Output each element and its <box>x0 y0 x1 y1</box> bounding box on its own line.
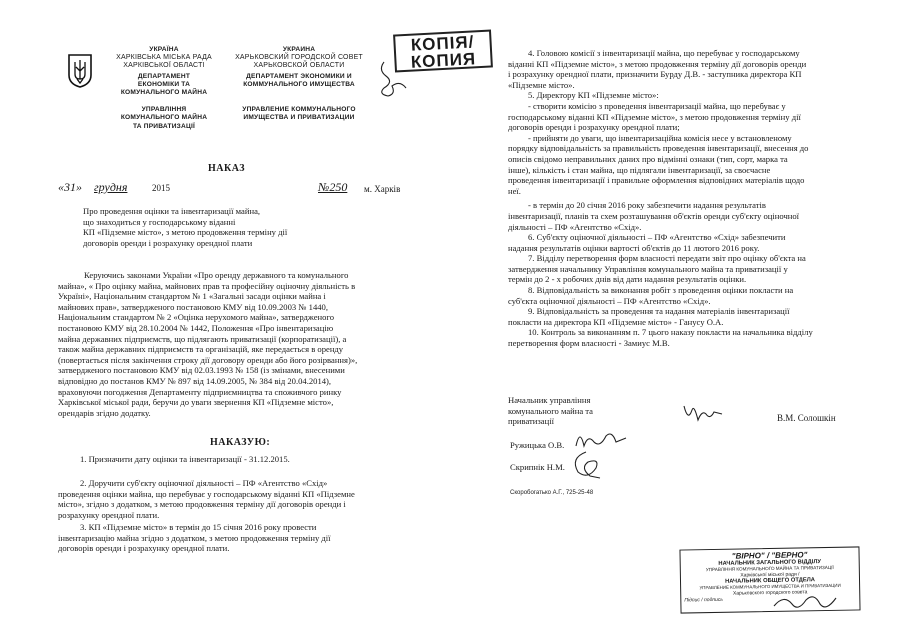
right-line: описів свідомо неправильних даних про відмінні ознаки (тип, сорт, марка та <box>508 153 788 164</box>
header-left-country: УКРАЇНА <box>149 46 179 53</box>
stamp-line: УПРАВЛЕНИЕ КОММУНАЛЬНОГО ИМУЩЕСТВА И ПРИВАТИЗАЦИИ <box>699 583 841 591</box>
preamble-line: майнових прав», затвердженого постановою КМУ від 10.09.2003 № 1440, <box>58 301 328 312</box>
right-line: 6. Суб'єкту оціночної діяльності – ПФ «Агентство «Схід» забезпечити <box>528 232 786 243</box>
right-line: суб'єкта оціночної діяльності – ПФ «Агентство «Схід». <box>508 295 711 306</box>
right-line: порядку відповідальність за правильність проведення інвентаризації, внесення до <box>508 143 809 154</box>
right-line: 8. Відповідальність за виконання робіт з проведення оцінки покласти на <box>528 285 794 296</box>
preamble-line: враховуючи погодження Департаменту підприємництва та споживчого ринку <box>58 386 342 397</box>
order-subject <box>83 206 303 248</box>
approver-1: Ружицька О.В. <box>510 440 565 450</box>
preamble-line: Керуючись законами України «Про оренду державного та комунального <box>84 270 349 280</box>
subject-line: що знаходиться у господарському віданні <box>83 216 236 227</box>
approver-2: Скрипнік Н.М. <box>510 462 565 472</box>
preamble-line: Національним стандартом № 2 «Оцінка нерухомого майна», затвердженого <box>58 312 335 323</box>
header-left-directorate-2: КОМУНАЛЬНОГО МАЙНА <box>120 114 208 122</box>
header-right <box>226 46 372 122</box>
subject-line: Про проведення оцінки та інвентаризації майна, <box>83 206 261 216</box>
header-left <box>96 46 232 131</box>
item-2-line: розрахунку орендної плати. <box>58 509 160 520</box>
header-right-country: УКРАИНА <box>282 46 316 53</box>
signer-position-line: Начальник управління <box>508 395 591 405</box>
header-right-department-1: ДЕПАРТАМЕНТ ЭКОНОМИКИ И <box>246 72 352 80</box>
header-left-department-3: КОМУНАЛЬНОГО МАЙНА <box>120 89 208 97</box>
right-line: проведення інвентаризації і правильне оформлення відповідних матеріалів щодо <box>508 175 805 186</box>
item-2-line: проведення оцінки майна, що перебуває у господарському віданні КП «Підземне <box>58 488 355 499</box>
preamble-line: майна державних підприємств, що підлягають приватизації (корпоратизації), а <box>58 333 347 344</box>
preamble-line: майна», « Про оцінку майна, майнових прав та професійну оціночну діяльність в <box>58 280 356 291</box>
coat-of-arms-icon <box>66 53 94 89</box>
stamp-line: НАЧАЛЬНИК ЗАГАЛЬНОГО ВІДДІЛУ <box>718 559 822 567</box>
header-left-department-2: ЕКОНОМІКИ ТА <box>137 80 191 88</box>
item-2-line: 2. Доручити суб'єкту оціночної діяльності – ПФ «Агентство «Схід» <box>80 478 328 488</box>
order-title: НАКАЗ <box>208 163 246 174</box>
item-2-line: місто», згідно з додатком, з метою продовження терміну дії договорів оренди і <box>58 499 346 510</box>
header-left-directorate-3: ТА ПРИВАТИЗАЦІЇ <box>132 122 196 130</box>
stamp-line: НАЧАЛЬНИК ОБЩЕГО ОТДЕЛА <box>725 577 816 585</box>
header-left-council-1: ХАРКІВСЬКА МІСЬКА РАДА <box>116 54 212 62</box>
order-date-year: 2015 <box>152 183 170 193</box>
copy-stamp-line-1: КОПІЯ/ <box>410 32 475 55</box>
subject-line: КП «Підземне місто», з метою продовження терміну дії <box>83 227 288 238</box>
header-right-council-2: ХАРЬКОВСКОЙ ОБЛАСТИ <box>253 62 345 70</box>
item-3-line: договорів оренди і розрахунку орендної плати. <box>58 543 230 554</box>
stamp-footer: Підпис / подпись <box>684 596 724 604</box>
preamble-line: орендарів згідно додатку. <box>58 407 151 418</box>
header-right-directorate-1: УПРАВЛЕНИЕ КОММУНАЛЬНОГО <box>242 106 356 114</box>
right-line: і розрахунку орендної плати, призначити Бурду Д.В. - заступника директора КП <box>508 69 802 80</box>
right-line: покласти на директора КП «Підземне місто» - Ганусу О.А. <box>508 316 724 327</box>
right-line: інвентаризації, планів та схем розташування об'єктів оренди суб'єкту оціночної <box>508 210 800 221</box>
right-line: «Підземне місто». <box>508 79 575 90</box>
right-line: господарському віданні КП «Підземне місто», з метою продовження терміну дії <box>508 111 801 122</box>
copy-stamp-line-2: КОПИЯ <box>410 49 477 72</box>
order-date-day: «31» <box>58 180 82 194</box>
right-line: - в термін до 20 січня 2016 року забезпечити надання результатів <box>528 200 766 211</box>
signer-position-line: комунального майна та <box>508 405 593 416</box>
stamp-line: Харьковского городского совета <box>732 589 808 597</box>
signer-position-line: приватизації <box>508 416 554 427</box>
header-left-directorate-1: УПРАВЛІННЯ <box>141 106 187 114</box>
subject-line: договорів оренди і розрахунку орендної плати <box>83 237 253 248</box>
right-line: 9. Відповідальність за проведення та надання матеріалів інвентаризації <box>528 306 790 317</box>
header-left-council-2: ХАРКІВСЬКОЇ ОБЛАСТІ <box>123 62 205 70</box>
copy-stamp-scribble <box>376 58 412 100</box>
preamble-line: Україні», Національним стандартом № 1 «Загальні засади оцінки майна і <box>58 291 326 302</box>
right-line: 10. Контроль за виконанням п. 7 цього наказу покласти на начальника відділу <box>528 327 813 338</box>
right-line: - створити комісію з проведення інвентаризації майна, що перебуває у <box>528 100 786 111</box>
item-3-line: 3. КП «Підземне місто» в термін до 15 січня 2016 року провести <box>80 522 317 532</box>
order-item-2 <box>58 478 416 520</box>
right-line: діяльності – ПФ «Агентство «Схід». <box>508 221 642 232</box>
right-line: надання результатів оцінки вартості об'єктів до 11 лютого 2016 року. <box>508 242 760 253</box>
order-item-3 <box>58 522 416 554</box>
header-right-directorate-2: ИМУЩЕСТВА И ПРИВАТИЗАЦИИ <box>243 114 355 122</box>
right-line: - прийняти до уваги, що інвентаризаційна комісія несе у встановленому <box>528 132 792 143</box>
stamp-title: "ВІРНО" / "ВЕРНО" <box>731 550 808 561</box>
signer-position <box>508 395 648 427</box>
preamble-line: відповідно до постанов КМУ № 897 від 14.09.2005, № 384 від 20.04.2014), <box>58 375 332 386</box>
item-3-line: інвентаризацію майна згідно з додатком, з метою продовження терміну дії <box>58 532 331 543</box>
right-line: перетворення форм власності - Замиус М.В. <box>508 338 670 349</box>
executor: Скоробогатько А.Г., 725-25-48 <box>510 490 594 496</box>
right-line: 4. Головою комісії з інвентаризації майна, що перебуває у господарському <box>528 48 800 58</box>
right-line: термін до 2 - х робочих днів від дати надання результатів оцінки. <box>508 274 747 285</box>
preamble-line: затвердженого постановою КМУ від 02.03.1993 № 158 (із змінами, внесеними <box>58 365 345 376</box>
right-line: договорів оренди і розрахунку орендної плати; <box>508 122 680 133</box>
orders-heading: НАКАЗУЮ: <box>210 437 271 448</box>
header-right-department-2: КОММУНАЛЬНОГО ИМУЩЕСТВА <box>243 80 355 88</box>
preamble-line: (повертається після закінчення строку дії договору оренди або його розірвання)», <box>58 354 358 365</box>
right-line: затвердження начальнику Управління комунального майна та приватизації у <box>508 263 788 274</box>
right-line: інше), кількість і стан майна, що підлягали інвентаризації, за своєчасне <box>508 164 771 175</box>
order-number: №250 <box>318 180 348 194</box>
approver-2-signature <box>566 448 606 484</box>
order-items-right <box>508 48 856 349</box>
order-city: м. Харків <box>364 184 401 194</box>
header-left-department-1: ДЕПАРТАМЕНТ <box>137 72 191 80</box>
header-right-council-1: ХАРЬКОВСКИЙ ГОРОДСКОЙ СОВЕТ <box>235 54 363 62</box>
preamble-line: Харківської міської ради, беручи до уваги звернення КП «Підземне місто», <box>58 397 334 408</box>
order-date-month: грудня <box>94 180 128 194</box>
right-line: віданні КП «Підземне місто», з метою продовження терміну дії договорів оренди <box>508 58 807 69</box>
item-1-text: 1. Призначити дату оцінки та інвентаризації - 31.12.2015. <box>80 454 290 464</box>
right-line: 7. Відділу перетворення форм власності передати звіт про оцінку об'єкта на <box>528 253 806 264</box>
stamp-line: УПРАВЛІННЯ КОМУНАЛЬНОГО МАЙНА ТА ПРИВАТИЗАЦІЇ <box>705 565 834 573</box>
right-line: неї. <box>508 185 521 196</box>
head-name: В.М. Солошкін <box>777 413 836 423</box>
right-line: 5. Директору КП «Підземне місто»: <box>528 90 659 101</box>
order-item-1 <box>80 454 410 465</box>
preamble-line: постановою КМУ від 28.10.2004 № 1442, Положення «Про інвентаризацію <box>58 322 334 333</box>
preamble-line: також майна державних підприємств та організацій, яке передається в оренду <box>58 344 344 355</box>
head-signature <box>680 400 726 428</box>
stamp-line: Харківської міської ради / <box>740 571 800 579</box>
order-preamble <box>58 270 416 418</box>
stamp-signature <box>770 590 840 616</box>
